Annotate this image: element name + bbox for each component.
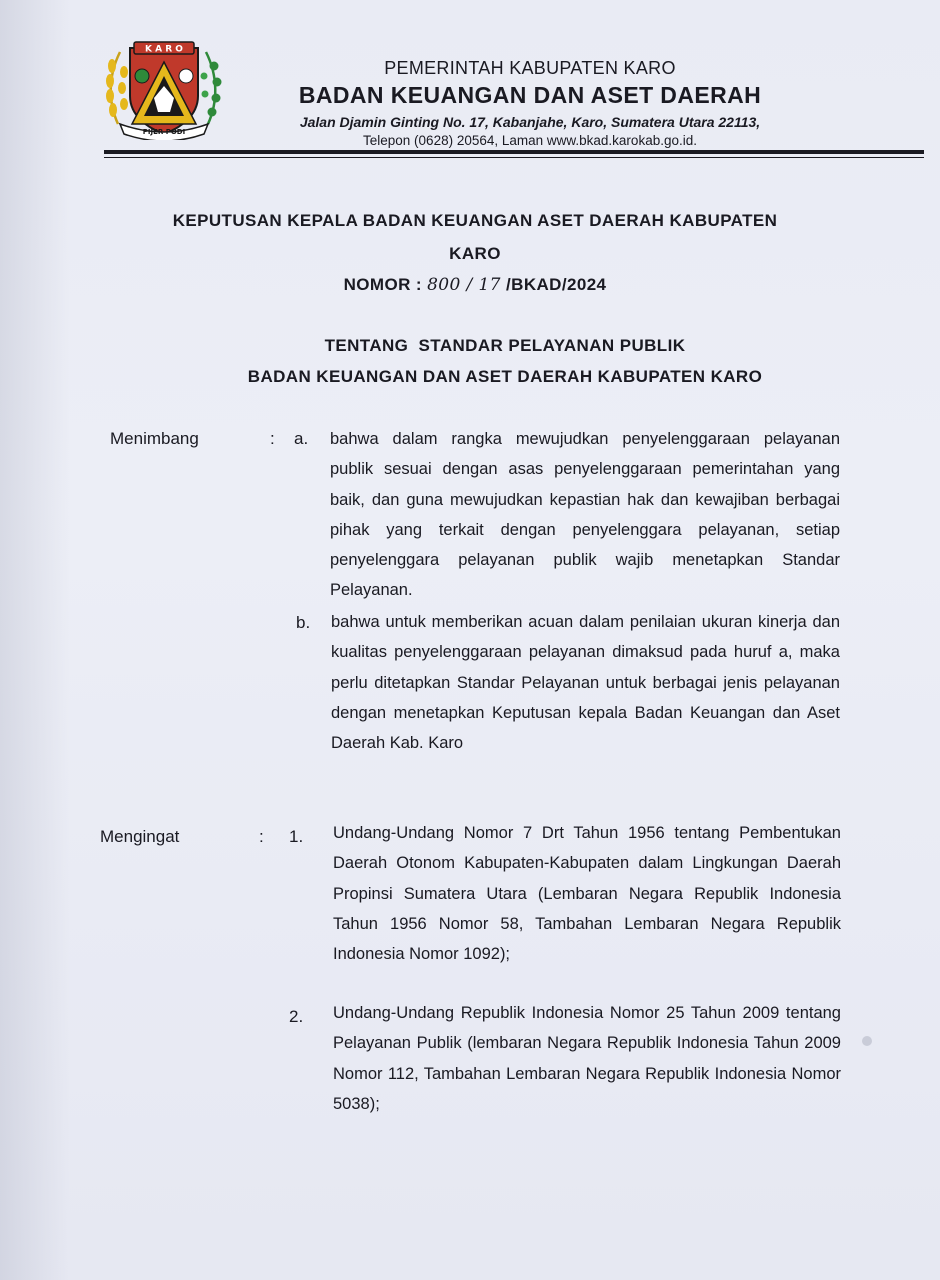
menimbang-colon: : bbox=[270, 429, 275, 448]
decree-subject bbox=[110, 330, 900, 392]
letterhead-rule-thick bbox=[104, 150, 924, 154]
agency-address: Jalan Djamin Ginting No. 17, Kabanjahe, Karo, Sumatera Utara 22113, bbox=[299, 114, 761, 130]
subject-line-2: BADAN KEUANGAN DAN ASET DAERAH KABUPATEN KARO bbox=[247, 367, 763, 386]
menimbang-item-b-text: bahwa untuk memberikan acuan dalam penilaian ukuran kinerja dan kualitas penyelenggaraan pelayanan dimaksud pada huruf a, maka perlu ditetapkan Standar Pelayanan untuk berbagai jenis pelayanan dengan menetapkan Keputusan kepala Badan Keuangan dan Aset Daerah Kab. Karo bbox=[331, 613, 840, 753]
mengingat-item-1-text: Undang-Undang Nomor 7 Drt Tahun 1956 tentang Pembentukan Daerah Otonom Kabupaten-Kabupaten dalam Lingkungan Daerah Propinsi Sumatera Utara (Lembaran Negara Republik Indonesia Tahun 1956 Nomor 58, Tambahan Lembaran Negara Republik Indonesia Nomor 1092); bbox=[333, 824, 841, 964]
decree-title bbox=[110, 204, 840, 300]
government-name: PEMERINTAH KABUPATEN KARO bbox=[384, 58, 676, 78]
page-shadow bbox=[0, 0, 70, 1280]
mengingat-item-2-marker: 2. bbox=[289, 1007, 304, 1026]
menimbang-item-b-marker: b. bbox=[296, 613, 311, 632]
cotton-branch-icon bbox=[201, 52, 222, 124]
nomor-handwritten: 800 / 17 bbox=[427, 275, 501, 295]
emblem-top-text: K A R O bbox=[145, 44, 183, 55]
letterhead-rule-thin bbox=[104, 157, 924, 158]
title-line-2: KARO bbox=[449, 244, 501, 263]
menimbang-item-a-marker: a. bbox=[294, 429, 309, 448]
nomor-suffix: /BKAD/2024 bbox=[506, 275, 607, 294]
agency-contact: Telepon (0628) 20564, Laman www.bkad.karokab.go.id. bbox=[363, 133, 697, 148]
emblem-ribbon-text: PIJER PODI bbox=[142, 128, 186, 136]
subject-line-1: TENTANG STANDAR PELAYANAN PUBLIK bbox=[324, 336, 686, 355]
mengingat-colon: : bbox=[259, 827, 264, 846]
mengingat-item-2-text: Undang-Undang Republik Indonesia Nomor 25 Tahun 2009 tentang Pelayanan Publik (lembaran Negara Republik Indonesia Tahun 2009 Nomor 112, Tambahan Lembaran Negara Republik Indonesia Nomor 5038); bbox=[333, 1004, 841, 1113]
letterhead bbox=[250, 56, 810, 149]
agency-name: BADAN KEUANGAN DAN ASET DAERAH bbox=[298, 82, 762, 108]
karo-regency-emblem bbox=[100, 36, 228, 140]
nomor-label: NOMOR : bbox=[343, 275, 422, 294]
title-line-1: KEPUTUSAN KEPALA BADAN KEUANGAN ASET DAERAH KABUPATEN bbox=[172, 211, 778, 230]
menimbang-label: Menimbang bbox=[110, 429, 199, 448]
paper-speck bbox=[862, 1036, 872, 1046]
decree-number bbox=[110, 270, 840, 300]
menimbang-item-a-text: bahwa dalam rangka mewujudkan penyelenggaraan pelayanan publik sesuai dengan asas penyelenggaraan pemerintahan yang baik, dan guna mewujudkan kepastian hak dan kewajiban berbagai pihak yang terkait dengan penyelenggara pelayanan, setiap penyelenggara pelayanan publik wajib menetapkan Standar Pelayanan. bbox=[330, 430, 840, 600]
mengingat-item-1-marker: 1. bbox=[289, 827, 304, 846]
mengingat-label: Mengingat bbox=[100, 827, 180, 846]
rice-stalk-icon bbox=[106, 52, 128, 124]
